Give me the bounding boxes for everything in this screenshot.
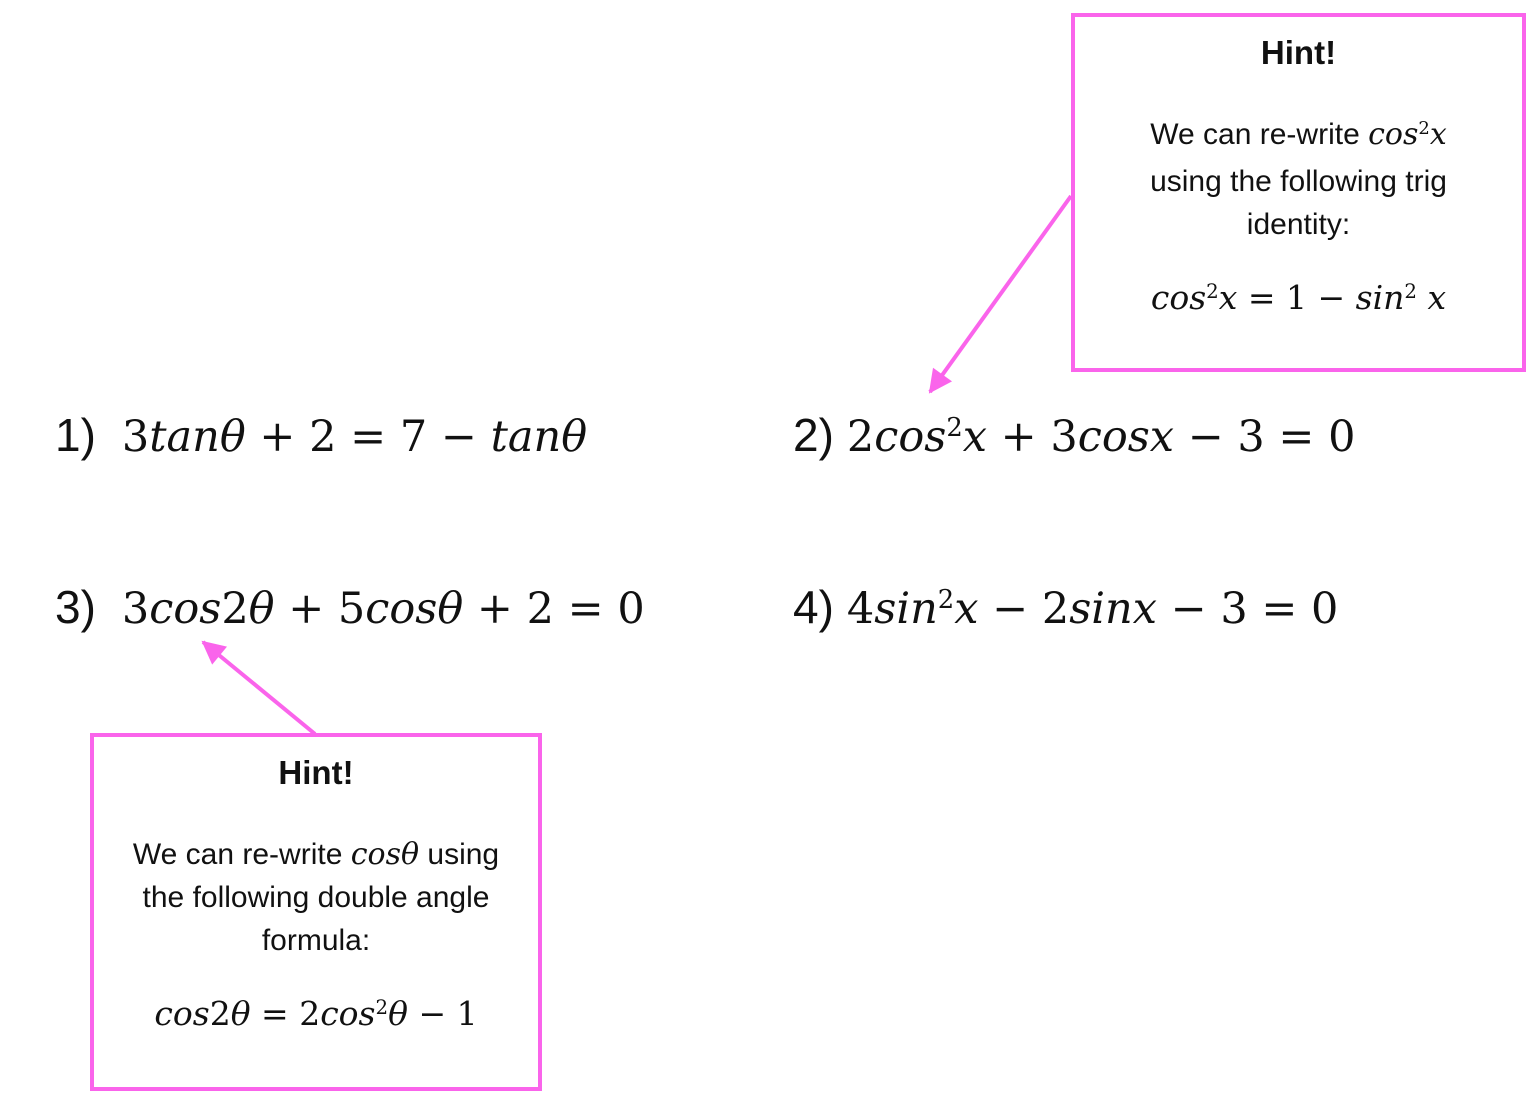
hint-formula-trig-identity: $\cos^2x = 1 - \sin^2 x$	[1150, 278, 1447, 317]
hint-box-top	[1071, 13, 1526, 372]
problem-4-equation: $4\sin^2x - 2\sin x - 3 = 0$	[846, 584, 1339, 634]
problem-2-equation: $2\cos^2x + 3\cos x - 3 = 0$	[846, 412, 1356, 462]
problem-1-number: 1)	[55, 409, 96, 461]
hint-body	[94, 833, 538, 962]
hint-body-line: the following double angle	[142, 881, 490, 914]
hint-title: Hint!	[278, 754, 354, 791]
problem-2	[793, 408, 1355, 470]
arrow-hint-top-to-problem-2	[930, 196, 1071, 392]
problem-3-equation: 3cos2θ + 5cosθ + 2 = 0	[121, 584, 645, 634]
hint-formula-double-angle: $\cos 2\theta = 2\cos^2\theta - 1$	[154, 994, 478, 1033]
hint-body-line: We can re-write $\cos^2x$	[1150, 117, 1447, 152]
problem-3	[55, 580, 645, 636]
hint-body-line: identity:	[1246, 208, 1351, 241]
problem-4-number: 4)	[793, 581, 834, 633]
hint-body	[1075, 113, 1522, 246]
arrow-hint-bottom-to-problem-3	[203, 642, 315, 734]
problem-4	[793, 580, 1338, 642]
hint-body-line: using the following trig	[1150, 165, 1447, 198]
problem-3-number: 3)	[55, 581, 96, 633]
hint-body-line: We can re-write cosθ using	[132, 837, 500, 872]
problem-1-equation: 3tanθ + 2 = 7 − tanθ	[121, 412, 588, 462]
problem-1	[55, 408, 587, 464]
hint-title: Hint!	[1260, 34, 1337, 71]
hint-body-line: formula:	[261, 924, 371, 957]
hint-box-bottom	[90, 733, 542, 1091]
problem-2-number: 2)	[793, 409, 834, 461]
